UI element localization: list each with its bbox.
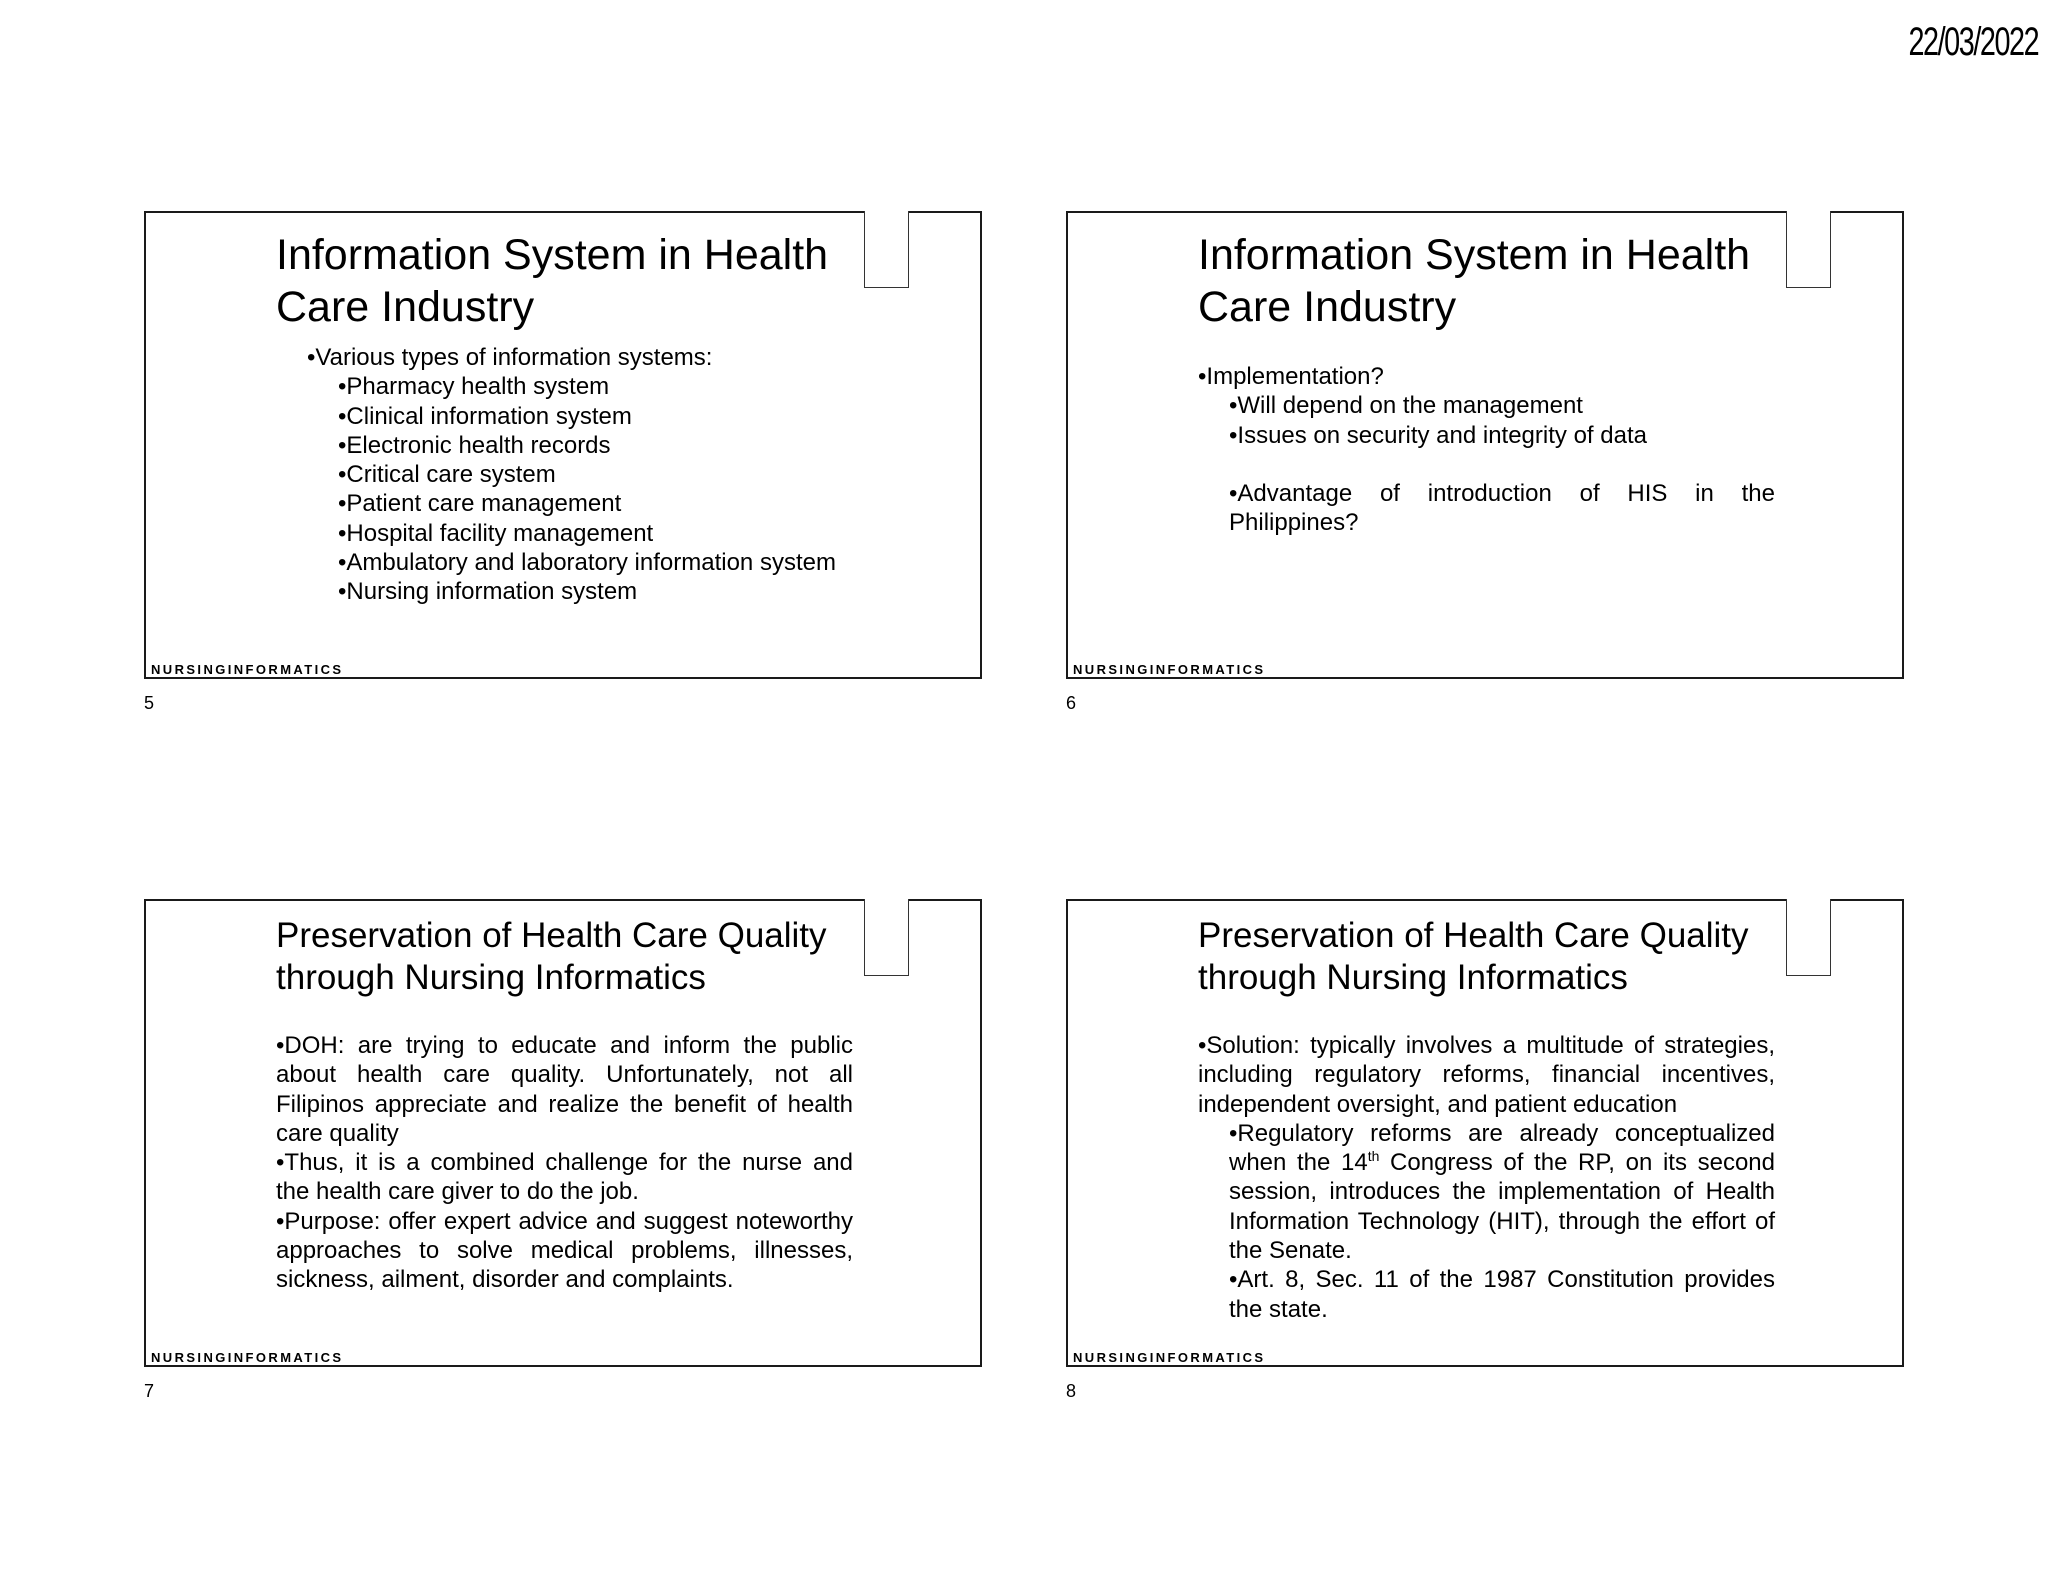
slide-6 bbox=[1066, 211, 1904, 679]
slide-number: 6 bbox=[1066, 693, 1077, 713]
bullet: •Pharmacy health system bbox=[338, 373, 610, 401]
bullet: •Advantage of introduction of HIS in the Philippines? bbox=[1229, 479, 1775, 537]
bullet: •Regulatory reforms are already conceptualized when the 14th Congress of the RP, on its second session, introduces the implementation of Health Information Technology (HIT), through the effort of the Senate. bbox=[1229, 1119, 1775, 1265]
slide-body bbox=[1198, 1031, 1775, 1324]
bullet: •Hospital facility management bbox=[338, 519, 654, 547]
slide-5 bbox=[144, 211, 982, 679]
slide-title: Information System in Health Care Industry bbox=[1198, 231, 1751, 331]
bullet: •Purpose: offer expert advice and suggest noteworthy approaches to solve medical problems, illnesses, sickness, ailment, disorder and complaints. bbox=[276, 1207, 853, 1294]
slide-number: 8 bbox=[1066, 1381, 1077, 1401]
slide-body bbox=[276, 1031, 853, 1295]
slide-corner-box bbox=[1786, 899, 1831, 976]
slide-corner-box bbox=[864, 899, 909, 976]
slide-footer-label: NURSINGINFORMATICS bbox=[151, 662, 344, 677]
bullet: •Art. 8, Sec. 11 of the 1987 Constitution provides the state. bbox=[1229, 1266, 1775, 1323]
bullet: •Solution: typically involves a multitude of strategies, including regulatory reforms, financial incentives, independent oversight, and patient education bbox=[1198, 1032, 1775, 1118]
print-date: 22/03/2022 bbox=[1908, 20, 2038, 64]
slide-corner-box bbox=[864, 211, 909, 288]
slide-8 bbox=[1066, 899, 1904, 1367]
bullet: •Nursing information system bbox=[338, 578, 638, 606]
bullet: •Electronic health records bbox=[338, 431, 611, 459]
bullet: •Thus, it is a combined challenge for the nurse and the health care giver to do the job. bbox=[276, 1149, 853, 1206]
slide-title: Preservation of Health Care Quality through Nursing Informatics bbox=[1198, 916, 1749, 997]
slide-body bbox=[1198, 362, 1775, 537]
slide-number: 5 bbox=[144, 693, 155, 713]
bullet: •DOH: are trying to educate and inform the public about health care quality. Unfortunately, not all Filipinos appreciate and realize the benefit of health care quality bbox=[276, 1032, 853, 1147]
slide-footer-label: NURSINGINFORMATICS bbox=[151, 1350, 344, 1365]
slide-title: Information System in Health Care Industry bbox=[276, 231, 829, 331]
slide-title: Preservation of Health Care Quality through Nursing Informatics bbox=[276, 916, 827, 997]
bullet: •Implementation? bbox=[1198, 363, 1384, 390]
slide-7 bbox=[144, 899, 982, 1367]
bullet: •Critical care system bbox=[338, 461, 556, 489]
bullet: •Issues on security and integrity of data bbox=[1229, 421, 1647, 449]
slide-number: 7 bbox=[144, 1381, 155, 1401]
bullet: •Clinical information system bbox=[338, 402, 632, 430]
slide-footer-label: NURSINGINFORMATICS bbox=[1073, 1350, 1266, 1365]
slide-body bbox=[276, 343, 853, 607]
slide-corner-box bbox=[1786, 211, 1831, 288]
bullet: •Will depend on the management bbox=[1229, 392, 1583, 420]
bullet: •Various types of information systems: bbox=[307, 344, 713, 371]
slide-footer-label: NURSINGINFORMATICS bbox=[1073, 662, 1266, 677]
bullet: •Patient care management bbox=[338, 490, 622, 518]
bullet: •Ambulatory and laboratory information system bbox=[338, 549, 836, 577]
